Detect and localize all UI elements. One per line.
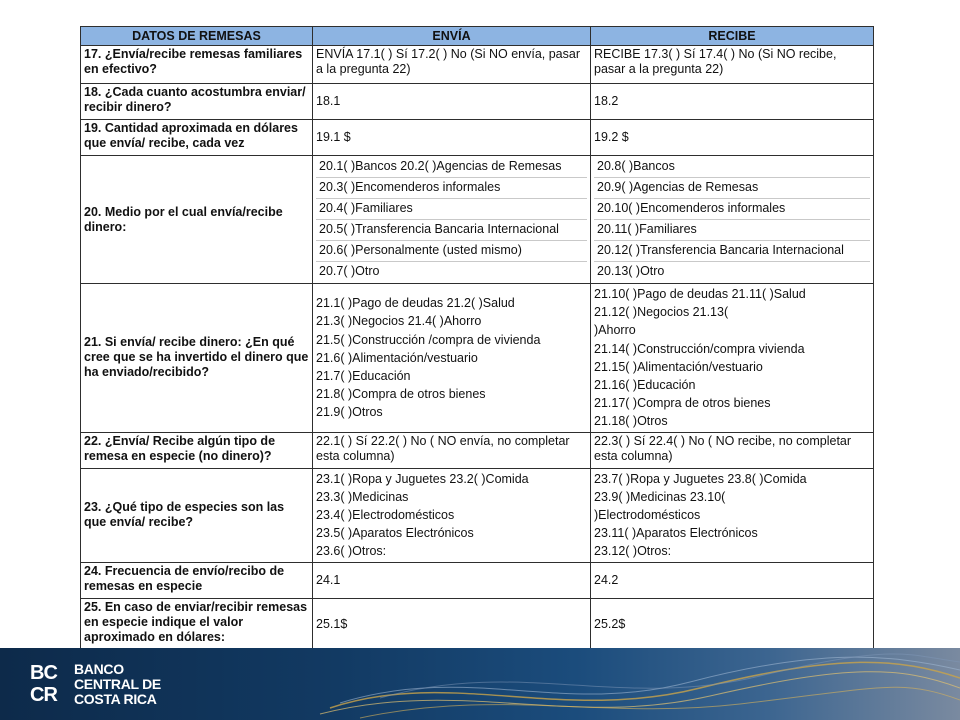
row-q22: [81, 432, 874, 468]
q20-recv-option[interactable]: 20.11( )Familiares: [594, 220, 870, 241]
q23-recv-option[interactable]: 23.12( )Otros:: [594, 544, 672, 559]
header-row: [81, 27, 874, 46]
q23-recv-options: [591, 468, 874, 562]
row-q20: [81, 156, 874, 284]
q21-send-option[interactable]: 21.8( )Compra de otros bienes: [316, 387, 486, 402]
q22-recv-options[interactable]: 22.3( ) Sí 22.4( ) No ( NO recibe, no completar esta columna): [591, 432, 874, 468]
row-q19: [81, 120, 874, 156]
q21-recv-option[interactable]: 21.12( )Negocios 21.13(: [594, 305, 729, 320]
bank-name: [74, 662, 161, 707]
q17-recv-options[interactable]: RECIBE 17.3( ) Sí 17.4( ) No (Si NO recibe, pasar a la pregunta 22): [591, 46, 874, 84]
logo-bc: BC: [30, 661, 57, 684]
q20-send-option[interactable]: 20.5( )Transferencia Bancaria Internacional: [316, 220, 587, 241]
row-q23: [81, 468, 874, 562]
q24-recv-field[interactable]: 24.2: [591, 562, 874, 598]
q21-send-option[interactable]: 21.6( )Alimentación/vestuario: [316, 350, 478, 365]
row-q24: [81, 562, 874, 598]
q21-recv-options: [591, 284, 874, 433]
remittance-survey-sheet: [80, 26, 873, 644]
q21-send-option[interactable]: 21.9( )Otros: [316, 405, 383, 420]
q23-send-option[interactable]: 23.3( )Medicinas: [316, 489, 409, 504]
q21-send-option[interactable]: 21.7( )Educación: [316, 368, 411, 383]
q23-send-options: [313, 468, 591, 562]
header-envia: ENVÍA: [313, 27, 591, 46]
q23-recv-option[interactable]: 23.11( )Aparatos Electrónicos: [594, 526, 758, 541]
question-17: 17. ¿Envía/recibe remesas familiares en efectivo?: [81, 46, 313, 84]
q20-recv-options: [591, 156, 874, 284]
row-q17: [81, 46, 874, 84]
q21-recv-option[interactable]: )Ahorro: [594, 323, 636, 338]
q20-send-option[interactable]: 20.4( )Familiares: [316, 199, 587, 220]
question-18: 18. ¿Cada cuanto acostumbra enviar/ recibir dinero?: [81, 84, 313, 120]
question-23: 23. ¿Qué tipo de especies son las que envía/ recibe?: [81, 468, 313, 562]
q18-send-field[interactable]: 18.1: [313, 84, 591, 120]
q21-recv-option[interactable]: 21.14( )Construcción/compra vivienda: [594, 341, 805, 356]
header-recibe: RECIBE: [591, 27, 874, 46]
question-22: 22. ¿Envía/ Recibe algún tipo de remesa en especie (no dinero)?: [81, 432, 313, 468]
q23-send-option[interactable]: 23.1( )Ropa y Juguetes 23.2( )Comida: [316, 471, 529, 486]
bccr-logo: [30, 662, 161, 707]
q23-recv-option[interactable]: 23.9( )Medicinas 23.10(: [594, 489, 726, 504]
row-q21: [81, 284, 874, 433]
footer-banner: [0, 648, 960, 720]
q21-send-options: [313, 284, 591, 433]
q20-send-option[interactable]: 20.7( )Otro: [319, 264, 380, 278]
q20-send-option[interactable]: 20.3( )Encomenderos informales: [316, 178, 587, 199]
q24-send-field[interactable]: 24.1: [313, 562, 591, 598]
q23-recv-option[interactable]: 23.7( )Ropa y Juguetes 23.8( )Comida: [594, 471, 807, 486]
q17-send-options[interactable]: ENVÍA 17.1( ) Sí 17.2( ) No (Si NO envía, pasar a la pregunta 22): [313, 46, 591, 84]
q23-send-option[interactable]: 23.6( )Otros:: [316, 544, 387, 559]
logo-cr: CR: [30, 683, 57, 706]
bank-name-line3: COSTA RICA: [74, 691, 157, 707]
q20-recv-option[interactable]: 20.10( )Encomenderos informales: [594, 199, 870, 220]
q21-send-option[interactable]: 21.5( )Construcción /compra de vivienda: [316, 332, 541, 347]
q21-send-option[interactable]: 21.3( )Negocios 21.4( )Ahorro: [316, 314, 482, 329]
remittance-table: [80, 26, 874, 652]
q20-recv-option[interactable]: 20.8( )Bancos: [594, 157, 870, 178]
q19-send-field[interactable]: 19.1 $: [313, 120, 591, 156]
bank-name-line1: BANCO: [74, 661, 124, 677]
question-20: 20. Medio por el cual envía/recibe dinero:: [81, 156, 313, 284]
q23-recv-option[interactable]: )Electrodomésticos: [594, 508, 701, 523]
q20-send-options: [313, 156, 591, 284]
q21-recv-option[interactable]: 21.15( )Alimentación/vestuario: [594, 359, 763, 374]
bank-name-line2: CENTRAL DE: [74, 676, 161, 692]
row-q25: [81, 598, 874, 651]
q20-send-option[interactable]: 20.1( )Bancos 20.2( )Agencias de Remesas: [316, 157, 587, 178]
q20-recv-option[interactable]: 20.13( )Otro: [597, 264, 665, 278]
q21-send-option[interactable]: 21.1( )Pago de deudas 21.2( )Salud: [316, 296, 515, 311]
question-21: 21. Si envía/ recibe dinero: ¿En qué cree que se ha invertido el dinero que ha enviado/recibido?: [81, 284, 313, 433]
q20-recv-option[interactable]: 20.9( )Agencias de Remesas: [594, 178, 870, 199]
q23-send-option[interactable]: 23.4( )Electrodomésticos: [316, 508, 455, 523]
q20-recv-option[interactable]: 20.12( )Transferencia Bancaria Internacional: [594, 241, 870, 262]
q25-send-field[interactable]: 25.1$: [313, 598, 591, 651]
question-25: 25. En caso de enviar/recibir remesas en especie indique el valor aproximado en dólares:: [81, 598, 313, 651]
q21-recv-option[interactable]: 21.17( )Compra de otros bienes: [594, 396, 771, 411]
q18-recv-field[interactable]: 18.2: [591, 84, 874, 120]
q21-recv-option[interactable]: 21.16( )Educación: [594, 378, 696, 393]
q22-send-options[interactable]: 22.1( ) Sí 22.2( ) No ( NO envía, no completar esta columna): [313, 432, 591, 468]
q19-recv-field[interactable]: 19.2 $: [591, 120, 874, 156]
q25-recv-field[interactable]: 25.2$: [591, 598, 874, 651]
header-datos: DATOS DE REMESAS: [81, 27, 313, 46]
row-q18: [81, 84, 874, 120]
bccr-mark: [30, 663, 66, 707]
q21-recv-option[interactable]: 21.18( )Otros: [594, 414, 668, 429]
q21-recv-option[interactable]: 21.10( )Pago de deudas 21.11( )Salud: [594, 287, 806, 301]
q23-send-option[interactable]: 23.5( )Aparatos Electrónicos: [316, 526, 474, 541]
q20-send-option[interactable]: 20.6( )Personalmente (usted mismo): [316, 241, 587, 262]
question-24: 24. Frecuencia de envío/recibo de remesas en especie: [81, 562, 313, 598]
question-19: 19. Cantidad aproximada en dólares que envía/ recibe, cada vez: [81, 120, 313, 156]
